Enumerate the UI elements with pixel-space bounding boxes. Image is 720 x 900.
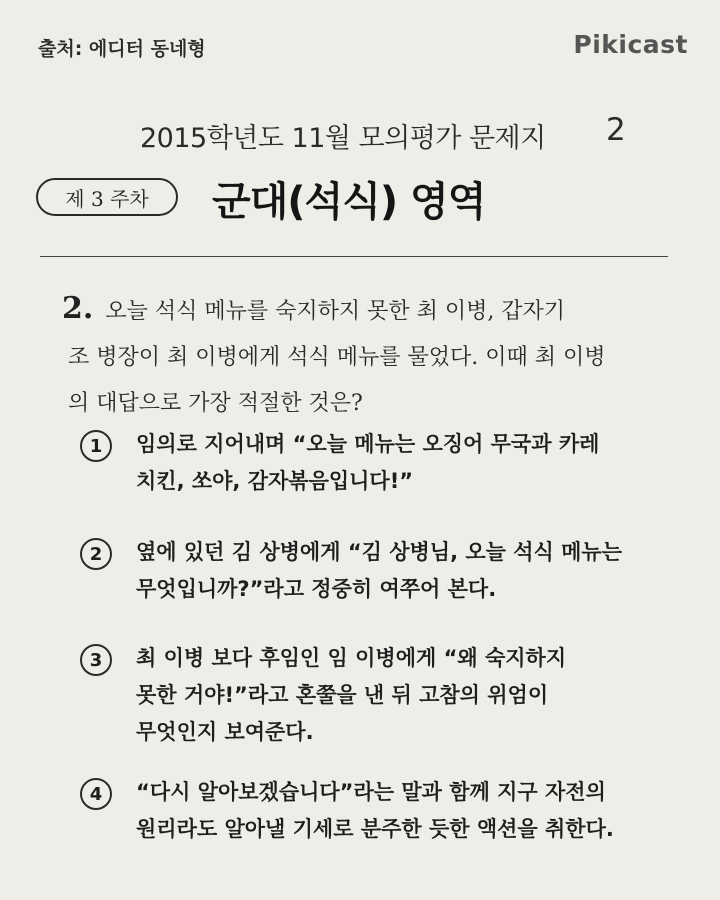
option-line: 무엇입니까?”라고 정중히 여쭈어 본다. <box>136 577 497 601</box>
subject-title: 군대(석식) 영역 <box>212 179 486 225</box>
option-line: 원리라도 알아낼 기세로 분주한 듯한 액션을 취한다. <box>136 817 614 841</box>
option-number-badge: 3 <box>80 644 112 676</box>
option-number-badge: 1 <box>80 430 112 462</box>
answer-option-4[interactable] <box>80 774 614 848</box>
option-text <box>136 640 566 751</box>
question-line <box>62 286 682 335</box>
page-number: 2 <box>606 112 626 148</box>
option-text <box>136 534 622 608</box>
week-badge: 제 3 주차 <box>36 178 178 216</box>
question-block <box>62 286 682 427</box>
header-divider <box>40 256 668 257</box>
option-line: 무엇인지 보여준다. <box>136 720 314 744</box>
source-credit: 출처: 에디터 동네형 <box>38 38 206 60</box>
brand-logo: Pikicast <box>573 30 688 59</box>
option-line: 치킨, 쏘야, 감자볶음입니다!” <box>136 469 414 493</box>
answer-option-3[interactable] <box>80 640 566 751</box>
option-number-badge: 4 <box>80 778 112 810</box>
question-line: 조 병장이 최 이병에게 석식 메뉴를 물었다. 이때 최 이병 <box>68 345 606 370</box>
exam-title: 2015학년도 11월 모의평가 문제지 <box>140 123 546 154</box>
option-line: 최 이병 보다 후임인 임 이병에게 “왜 숙지하지 <box>136 646 567 670</box>
option-number-badge: 2 <box>80 538 112 570</box>
answer-option-1[interactable] <box>80 426 599 500</box>
question-number: 2. <box>62 291 94 326</box>
question-text: 오늘 석식 메뉴를 숙지하지 못한 최 이병, 갑자기 <box>105 299 566 324</box>
option-line: “다시 알아보겠습니다”라는 말과 함께 지구 자전의 <box>136 780 606 804</box>
question-line: 의 대답으로 가장 적절한 것은? <box>68 391 363 416</box>
option-line: 임의로 지어내며 “오늘 메뉴는 오징어 무국과 카레 <box>136 432 600 456</box>
option-text <box>136 426 599 500</box>
answer-option-2[interactable] <box>80 534 622 608</box>
option-text <box>136 774 614 848</box>
option-line: 옆에 있던 김 상병에게 “김 상병님, 오늘 석식 메뉴는 <box>136 540 622 564</box>
option-line: 못한 거야!”라고 혼쭐을 낸 뒤 고참의 위엄이 <box>136 683 549 707</box>
